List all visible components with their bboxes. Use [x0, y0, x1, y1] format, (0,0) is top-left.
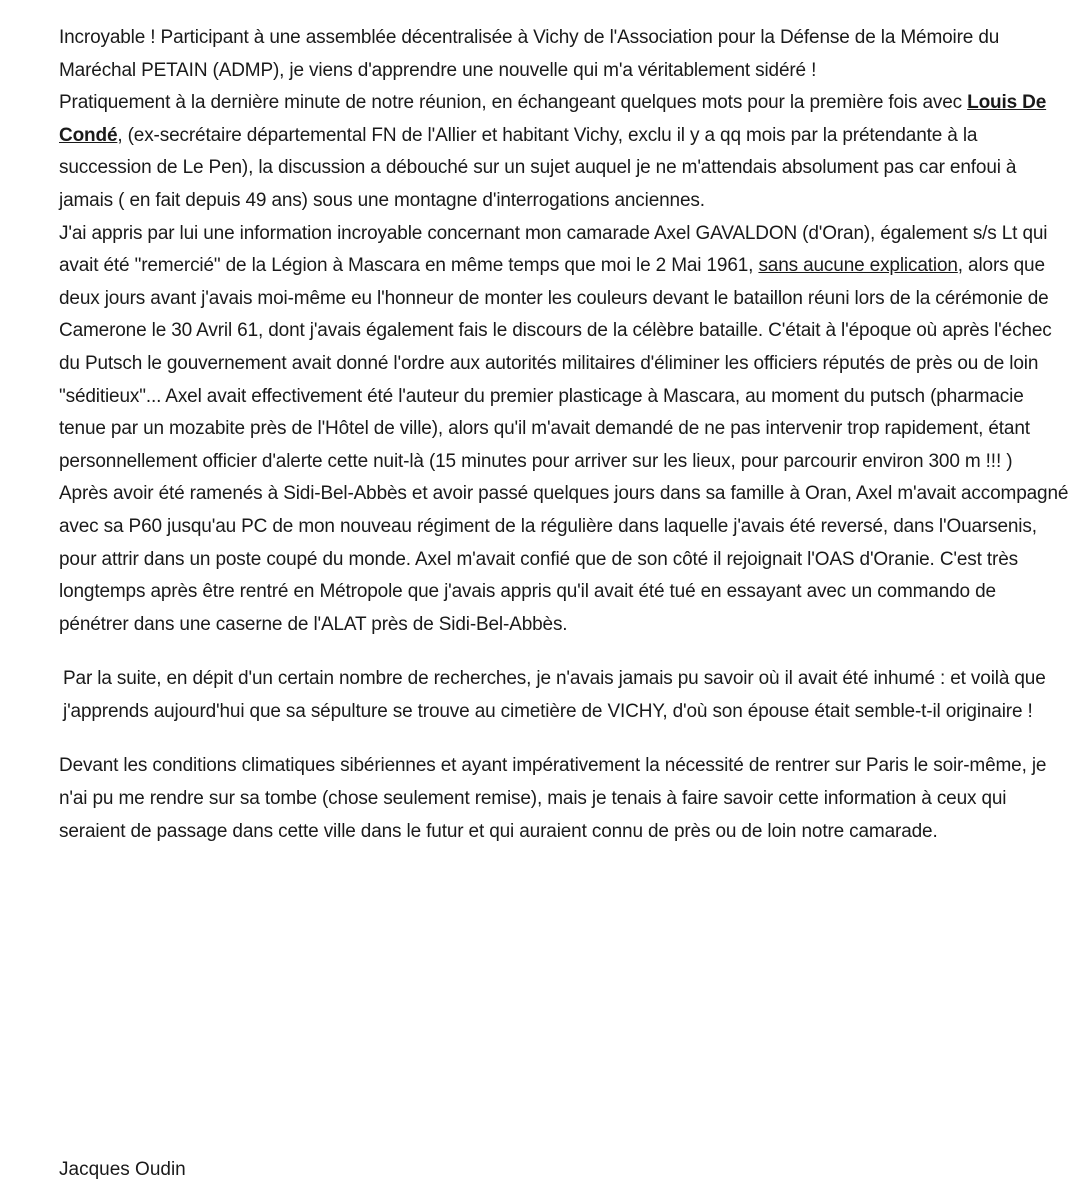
paragraph-intro: Incroyable ! Participant à une assemblée décentralisée à Vichy de l'Association pour la Défense de la Mémoire du Maréchal PETAIN (ADMP), je viens d'apprendre une nouvelle qui m'a véritablement sidéré ! — [59, 27, 1000, 81]
letter-body — [59, 22, 1069, 848]
paragraph-gap — [59, 641, 1069, 663]
signature: Jacques Oudin — [59, 1159, 186, 1180]
paragraph-burial: Par la suite, en dépit d'un certain nombre de recherches, je n'avais jamais pu savoir où il avait été inhumé : et voilà que j'apprends aujourd'hui que sa sépulture se trouve au cimetière de VICHY, d'où son épouse était semble-t-il originaire ! — [63, 668, 1046, 722]
paragraph-meeting-start: Pratiquement à la dernière minute de notre réunion, en échangeant quelques mots pour la première fois avec — [59, 92, 968, 114]
paragraph-gap — [59, 728, 1069, 750]
paragraph-axel-end: , alors que deux jours avant j'avais moi-même eu l'honneur de monter les couleurs devant le bataillon réuni lors de la cérémonie de Camerone le 30 Avril 61, dont j'avais également fais le discours de la célèbre bataille. C'était à l'époque où après l'échec du Putsch le gouvernement avait donné l'ordre aux autorités militaires d'éliminer les officiers réputés de près ou de loin "séditieux"... Axel avait effectivement été l'auteur du premier plasticage à Mascara, au moment du putsch (pharmacie tenue par un mozabite près de l'Hôtel de ville), alors qu'il m'avait demandé de ne pas intervenir trop rapidement, étant personnellement officier d'alerte cette nuit-là (15 minutes pour arriver sur les lieux, pour parcourir environ 300 m !!! ) — [59, 255, 1052, 472]
paragraph-axel — [59, 218, 1069, 479]
paragraph-axel-start: J'ai appris par lui une information incroyable concernant mon camarade Axel GAVALDON (d'Oran), également s/s Lt qui avait été "remercié" de la Légion à Mascara en même temps que moi le 2 Mai 1961, — [59, 222, 1048, 277]
paragraph-return: Après avoir été ramenés à Sidi-Bel-Abbès et avoir passé quelques jours dans sa famille à Oran, Axel m'avait accompagné avec sa P60 jusqu'au PC de mon nouveau régiment de la régulière dans laquelle j'avais été reversé, dans l'Ouarsenis, pour attrir dans un poste coupé du monde. Axel m'avait confié que de son côté il rejoignait l'OAS d'Oranie. C'est très longtemps après être rentré en Métropole que j'avais appris qu'il avait été tué en essayant avec un commando de pénétrer dans une caserne de l'ALAT près de Sidi-Bel-Abbès. — [59, 483, 1069, 635]
paragraph-closing: Devant les conditions climatiques sibériennes et ayant impérativement la nécessité de rentrer sur Paris le soir-même, je n'ai pu me rendre sur sa tombe (chose seulement remise), mais je tenais à faire savoir cette information à ceux qui seraient de passage dans cette ville dans le futur et qui auraient connu de près ou de loin notre camarade. — [59, 755, 1047, 842]
paragraph-meeting-end: , (ex-secrétaire départemental FN de l'Allier et habitant Vichy, exclu il y a qq mois par la prétendante à la succession de Le Pen), la discussion a débouché sur un sujet auquel je ne m'attendais absolument pas car enfoui à jamais ( en fait depuis 49 ans) sous une montagne d'interrogations anciennes. — [59, 124, 1017, 211]
person-name-louis-de-conde: Louis De Condé — [59, 92, 1047, 146]
paragraph-meeting — [59, 87, 1069, 217]
underlined-phrase: sans aucune explication — [758, 255, 958, 277]
